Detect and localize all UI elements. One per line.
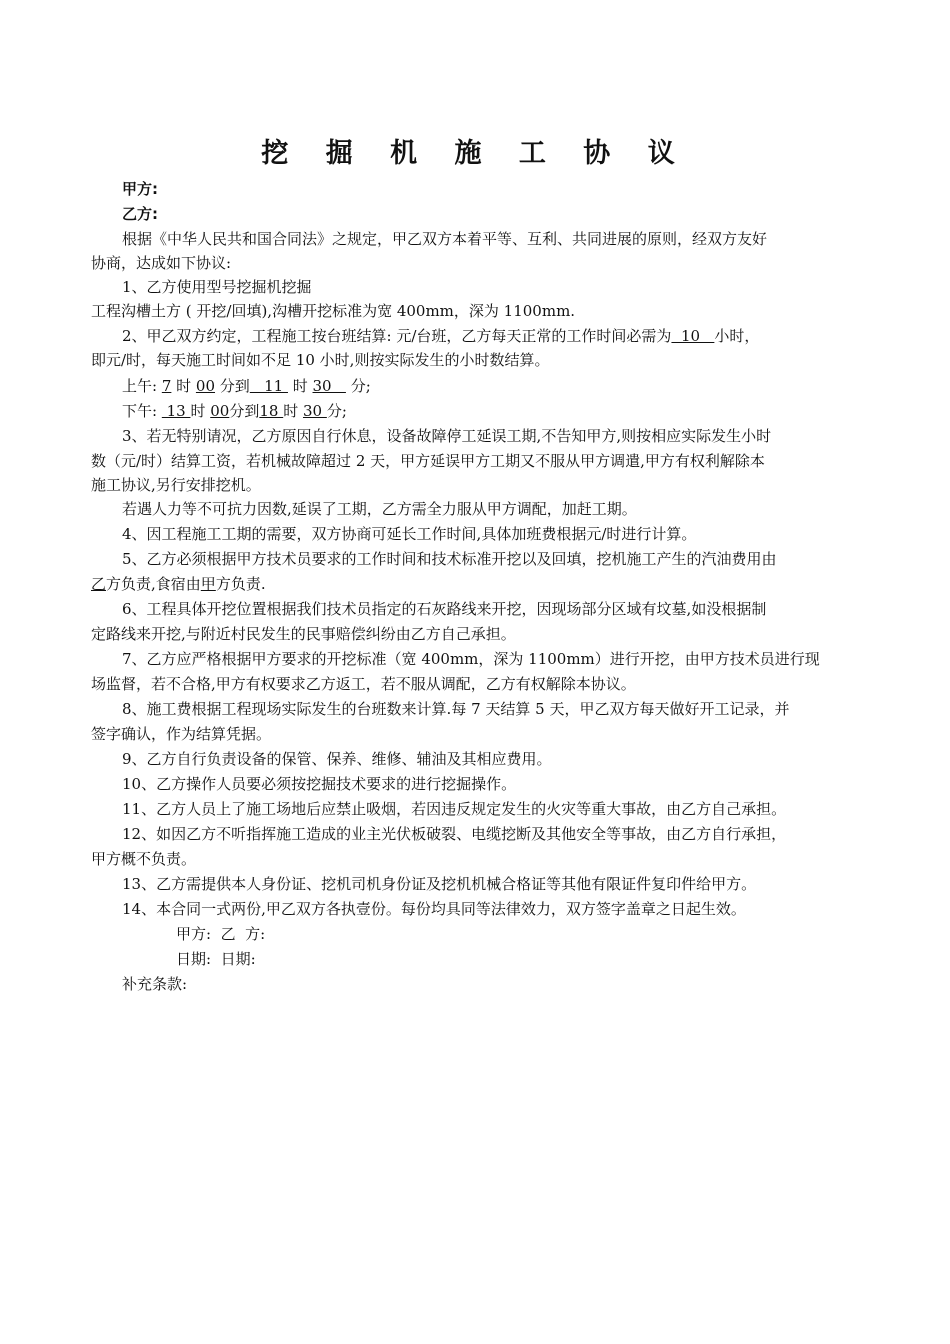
minute-to-text: 分到 xyxy=(215,377,250,395)
clause-5-text-a: 方负责,食宿由 xyxy=(106,575,201,593)
clause-5-line-2 xyxy=(91,572,266,596)
intro-line-2: 协商，达成如下协议: xyxy=(91,254,232,272)
clause-7-line-2: 场监督，若不合格,甲方有权要求乙方返工，若不服从调配，乙方有权解除本协议。 xyxy=(91,675,636,693)
clause-9: 9、乙方自行负责设备的保管、保养、维修、辅油及其相应费用。 xyxy=(122,750,552,768)
party-b-label: 乙方: xyxy=(122,205,158,223)
morning-label: 上午: xyxy=(122,377,162,395)
party-a-underlined: 甲 xyxy=(200,575,216,593)
party-b-underlined: 乙 xyxy=(91,575,107,593)
hour-unit: 时 xyxy=(283,402,303,420)
hour-unit: 时 xyxy=(171,377,196,395)
clause-11: 11、乙方人员上了施工场地后应禁止吸烟，若因违反规定发生的火灾等重大事故，由乙方自己承担。 xyxy=(122,800,787,818)
clause-10: 10、乙方操作人员要必须按挖掘技术要求的进行挖掘操作。 xyxy=(122,775,517,793)
clause-2-line-2: 即元/时，每天施工时间如不足 10 小时,则按实际发生的小时数结算。 xyxy=(91,351,550,369)
clause-5-text-b: 方负责. xyxy=(215,575,266,593)
clause-5-line-1: 5、乙方必须根据甲方技术员要求的工作时间和技术标准开挖以及回填，挖机施工产生的汽油费用由 xyxy=(122,550,777,568)
hour-unit: 时 xyxy=(190,402,211,420)
clause-13: 13、乙方需提供本人身份证、挖机司机身份证及挖机机械合格证等其他有限证件复印件给甲方。 xyxy=(122,875,757,893)
afternoon-schedule xyxy=(122,399,347,423)
clause-2-unit: 小时， xyxy=(714,327,760,345)
date-line: 日期: 日期: xyxy=(176,950,256,968)
clause-1-line-1: 1、乙方使用型号挖掘机挖掘 xyxy=(122,278,312,296)
clause-12-line-1: 12、如因乙方不听指挥施工造成的业主光伏板破裂、电缆挖断及其他安全等事故，由乙方自行承担， xyxy=(122,825,787,843)
minute-unit: 分; xyxy=(345,377,371,395)
afternoon-end-hour: 18 xyxy=(259,402,284,420)
daily-hours-blank: 10 xyxy=(671,327,715,345)
clause-2-text: 2、甲乙双方约定，工程施工按台班结算: 元/台班，乙方每天正常的工作时间必需为 xyxy=(122,327,672,345)
clause-3-line-3: 施工协议,另行安排挖机。 xyxy=(91,476,261,494)
clause-3-line-2: 数（元/时）结算工资，若机械故障超过 2 天，甲方延误甲方工期又不服从甲方调遣,甲方有权利解除本 xyxy=(91,452,765,470)
clause-1-line-2: 工程沟槽土方 ( 开挖/回填),沟槽开挖标准为宽 400mm，深为 1100mm. xyxy=(91,302,576,320)
afternoon-end-minute: 30 xyxy=(302,402,327,420)
minute-unit: 分; xyxy=(326,402,347,420)
intro-line-1: 根据《中华人民共和国合同法》之规定，甲乙双方本着平等、互利、共同进展的原则，经双方友好 xyxy=(122,230,768,248)
clause-4: 4、因工程施工工期的需要，双方协商可延长工作时间,具体加班费根据元/时进行计算。 xyxy=(122,525,697,543)
clause-14: 14、本合同一式两份,甲乙双方各执壹份。每份均具同等法律效力，双方签字盖章之日起生效。 xyxy=(122,900,746,918)
morning-start-hour: 7 xyxy=(161,377,172,395)
morning-start-minute: 00 xyxy=(195,377,216,395)
morning-end-hour: 11 xyxy=(249,377,288,395)
clause-2-line-1 xyxy=(122,324,759,348)
clause-6-line-2: 定路线来开挖,与附近村民发生的民事赔偿纠纷由乙方自己承担。 xyxy=(91,625,516,643)
clause-8-line-1: 8、施工费根据工程现场实际发生的台班数来计算.每 7 天结算 5 天，甲乙双方每天做好开工记录，并 xyxy=(122,700,790,718)
clause-8-line-2: 签字确认，作为结算凭据。 xyxy=(91,725,272,743)
afternoon-label: 下午: xyxy=(122,402,162,420)
signature-line: 甲方: 乙 方: xyxy=(176,925,266,943)
document-title: 挖 掘 机 施 工 协 议 xyxy=(261,138,689,169)
clause-6-line-1: 6、工程具体开挖位置根据我们技术员指定的石灰路线来开挖，因现场部分区域有坟墓,如没根据制 xyxy=(122,600,767,618)
clause-7-line-1: 7、乙方应严格根据甲方要求的开挖标准（宽 400mm，深为 1100mm）进行开挖，由甲方技术员进行现 xyxy=(122,650,820,668)
hour-unit: 时 xyxy=(287,377,313,395)
morning-schedule xyxy=(122,374,371,398)
clause-3-line-1: 3、若无特别请况，乙方原因自行休息，设备故障停工延误工期,不告知甲方,则按相应实际发生小时 xyxy=(122,427,772,445)
clause-3-line-4: 若遇人力等不可抗力因数,延误了工期，乙方需全力服从甲方调配，加赶工期。 xyxy=(122,500,637,518)
supplementary-terms-label: 补充条款: xyxy=(122,975,188,993)
afternoon-start-hour: 13 xyxy=(161,402,191,420)
afternoon-start-minute: 00 xyxy=(210,402,230,420)
minute-to-text: 分到 xyxy=(229,402,260,420)
morning-end-minute: 30 xyxy=(312,377,346,395)
clause-12-line-2: 甲方概不负责。 xyxy=(91,850,197,868)
party-a-label: 甲方: xyxy=(122,180,158,198)
